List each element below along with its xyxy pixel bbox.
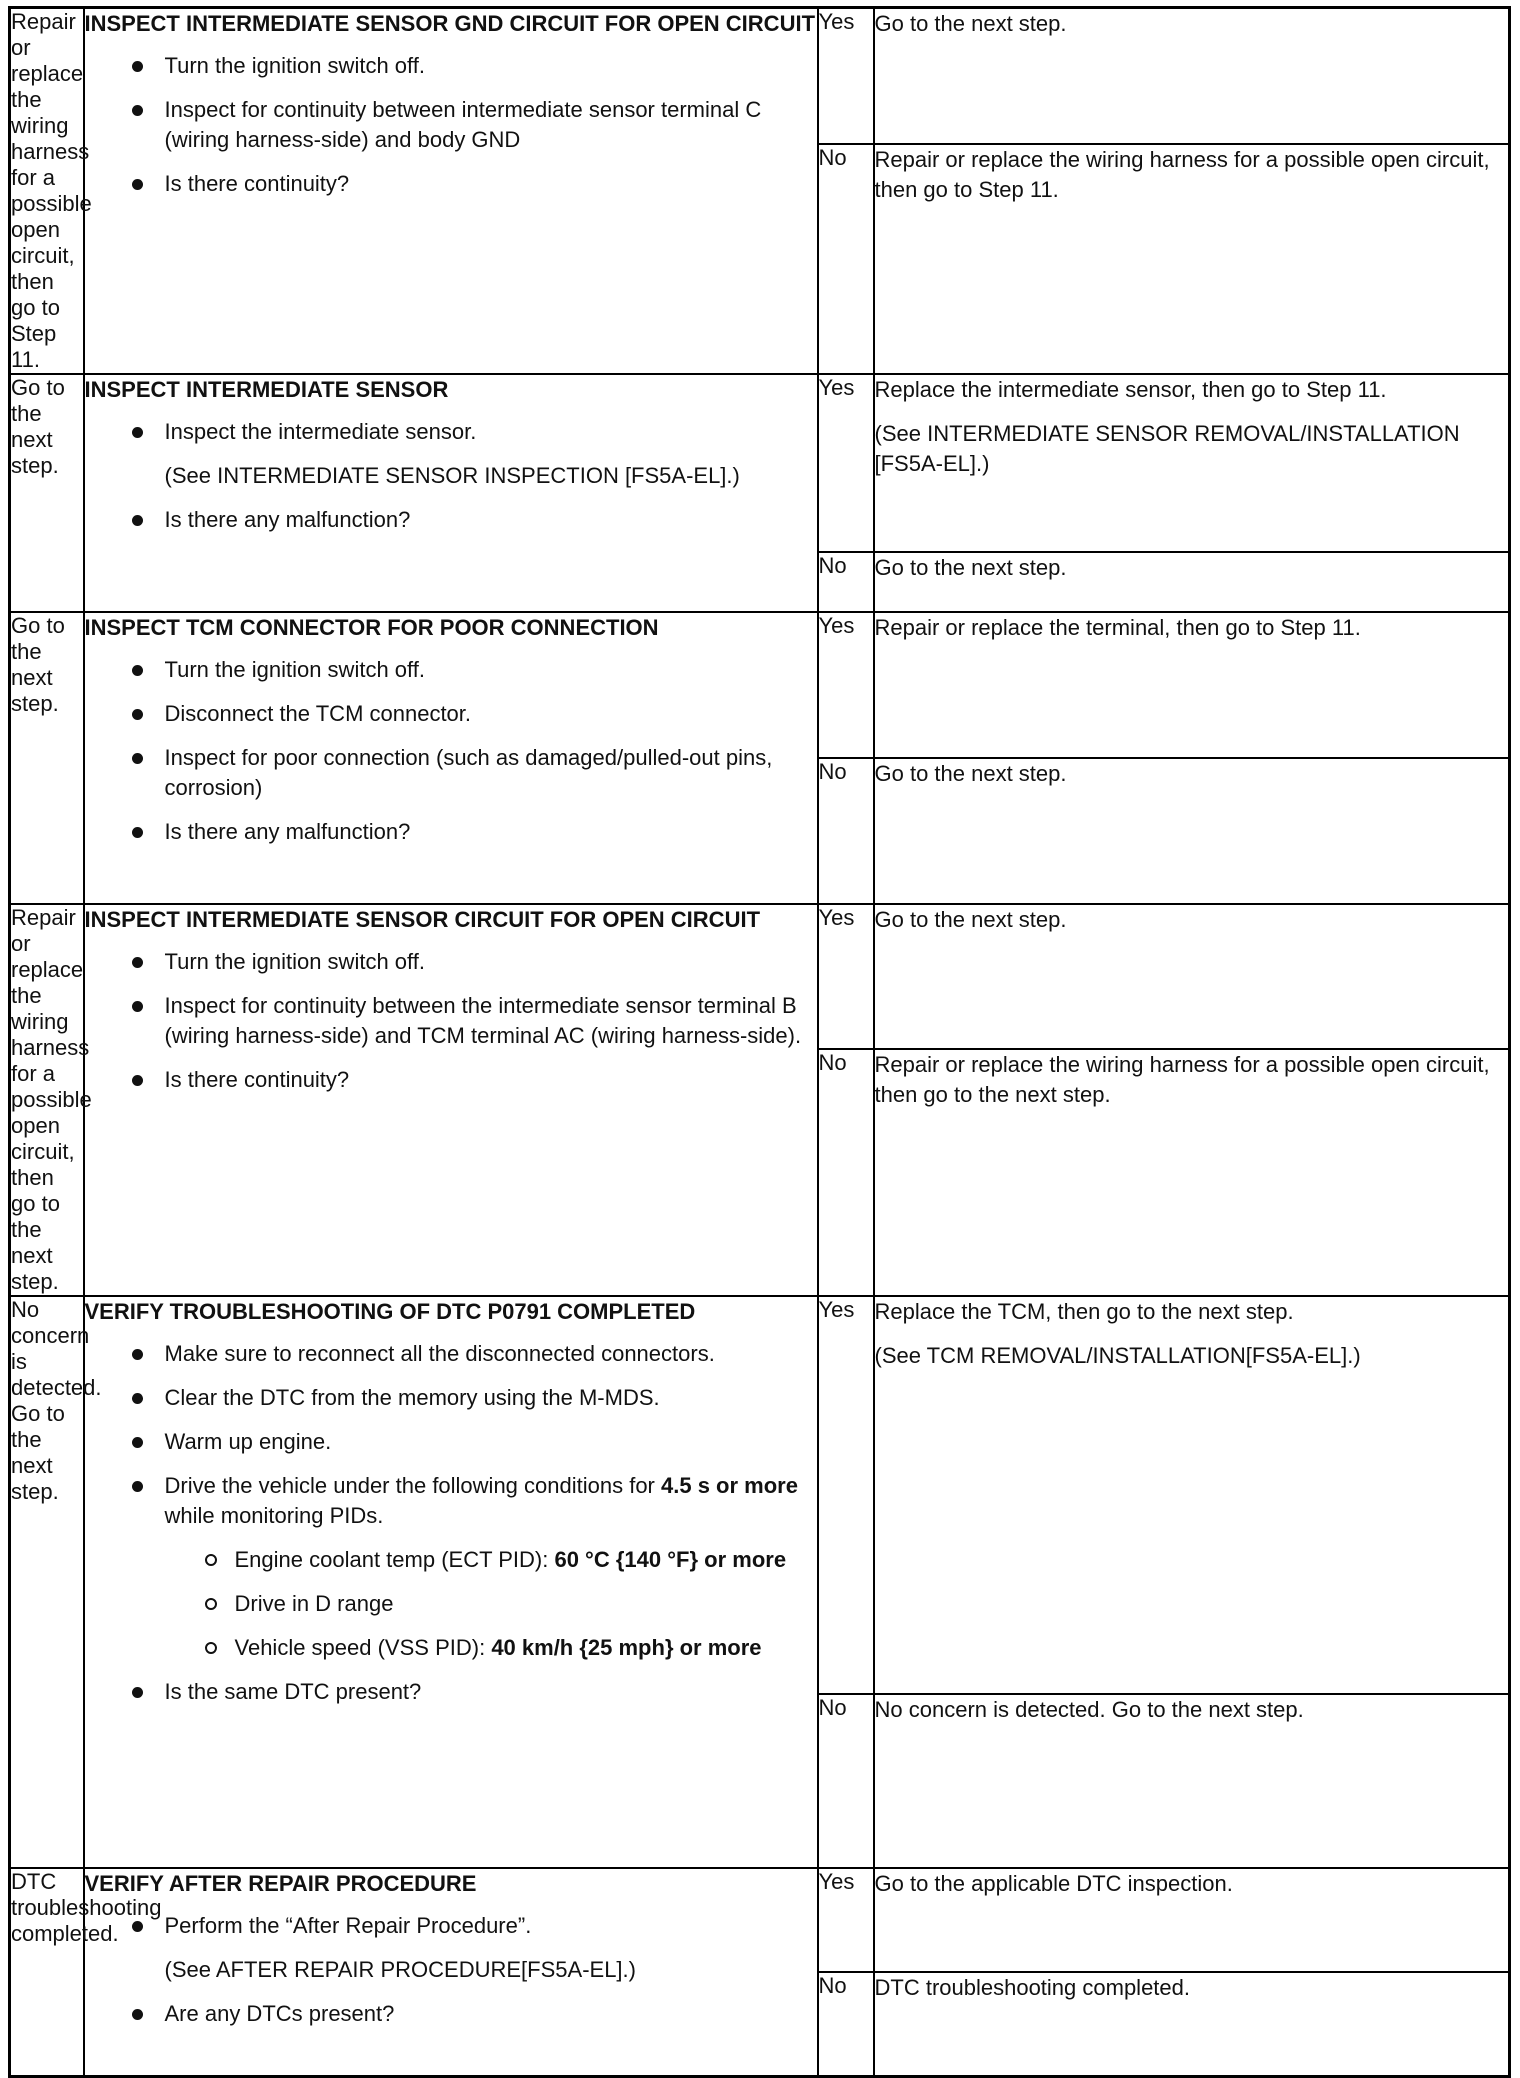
bullet-item: Is there any malfunction? [85,505,817,535]
step-row-8 [10,374,1510,552]
reference-note: (See INTERMEDIATE SENSOR INSPECTION [FS5A-EL].) [164,463,740,488]
step-action [84,1296,818,1868]
step-title: INSPECT INTERMEDIATE SENSOR GND CIRCUIT FOR OPEN CIRCUIT [84,11,816,36]
no-result: Go to the next step. [874,552,1510,612]
step-title: VERIFY AFTER REPAIR PROCEDURE [84,1871,477,1896]
reference-note: (See TCM REMOVAL/INSTALLATION[FS5A-EL].) [874,1343,1361,1368]
bullet-item: Is there continuity? [85,1065,817,1095]
step-row-7 [10,8,1510,145]
step-action [84,374,818,612]
yes-result: Go to the applicable DTC inspection. [874,1868,1510,1972]
step-row-10 [10,904,1510,1049]
step-row-12 [10,1868,1510,1972]
bullet-item: Inspect for continuity between intermediate sensor terminal C (wiring harness-side) and body GND [85,95,817,155]
step-number: Go to the next step. [10,374,84,612]
step-action [84,1868,818,2076]
bullet-item: Clear the DTC from the memory using the M-MDS. [85,1383,817,1413]
step-row-9 [10,612,1510,758]
no-label: No [818,1972,874,2076]
step-number: Repair or replace the wiring harness for a possible open circuit, then go to Step 11. [11,9,92,372]
no-label: No [818,552,874,612]
bullet-item: Warm up engine. [85,1427,817,1457]
bullet-item: Drive the vehicle under the following conditions for 4.5 s or more while monitoring PIDs. [85,1471,817,1531]
no-result: Go to the next step. [874,758,1510,904]
bullet-item: Are any DTCs present? [85,1999,817,2029]
no-result: DTC troubleshooting completed. [874,1972,1510,2076]
step-title: VERIFY TROUBLESHOOTING OF DTC P0791 COMPLETED [84,1299,696,1324]
yes-result: Replace the intermediate sensor, then go to Step 11. (See INTERMEDIATE SENSOR REMOVAL/INSTALLATION [FS5A-EL].) [874,374,1510,552]
bullet-item: Inspect for continuity between the intermediate sensor terminal B (wiring harness-side) and TCM terminal AC (wiring harness-side). [85,991,817,1051]
sub-bullet-item: Engine coolant temp (ECT PID): 60 °C {140 °F} or more [85,1545,817,1575]
step-action [84,612,818,904]
step-number: No concern is detected. Go to the next step. [10,1296,84,1868]
bullet-item: Turn the ignition switch off. [85,655,817,685]
no-label: No [818,1694,874,1868]
yes-label: Yes [818,8,874,145]
yes-result: Replace the TCM, then go to the next step. (See TCM REMOVAL/INSTALLATION[FS5A-EL].) [874,1296,1510,1694]
no-label: No [818,758,874,904]
yes-result: Go to the next step. [874,8,1510,145]
bullet-item: Make sure to reconnect all the disconnected connectors. [85,1339,817,1369]
no-label: No [818,144,874,374]
step-title: INSPECT TCM CONNECTOR FOR POOR CONNECTION [84,615,659,640]
yes-label: Yes [818,904,874,1049]
step-number: Repair or replace the wiring harness for a possible open circuit, then go to the next step. [11,905,92,1294]
step-action [84,8,818,375]
sub-bullet-item: Drive in D range [85,1589,817,1619]
bullet-item: Is the same DTC present? [85,1677,817,1707]
no-result: No concern is detected. Go to the next step. [874,1694,1510,1868]
bullet-item: Turn the ignition switch off. [85,51,817,81]
reference-note: (See INTERMEDIATE SENSOR REMOVAL/INSTALLATION [FS5A-EL].) [874,421,1460,476]
step-title: INSPECT INTERMEDIATE SENSOR [84,377,449,402]
step-title: INSPECT INTERMEDIATE SENSOR CIRCUIT FOR OPEN CIRCUIT [84,907,761,932]
bullet-item: Is there continuity? [85,169,817,199]
step-number: DTC troubleshooting completed. [10,1868,84,2076]
step-action [84,904,818,1296]
yes-result: Repair or replace the terminal, then go to Step 11. [874,612,1510,758]
bullet-item: Turn the ignition switch off. [85,947,817,977]
yes-label: Yes [818,1296,874,1694]
bullet-item: Inspect the intermediate sensor. [85,417,817,447]
no-result: Repair or replace the wiring harness for a possible open circuit, then go to the next step. [874,1049,1510,1296]
yes-label: Yes [818,1868,874,1972]
sub-bullet-item: Vehicle speed (VSS PID): 40 km/h {25 mph} or more [85,1633,817,1663]
bullet-item: Perform the “After Repair Procedure”. [85,1911,817,1941]
bullet-item: Is there any malfunction? [85,817,817,847]
yes-label: Yes [818,612,874,758]
troubleshooting-table [8,6,1511,2078]
bullet-item: Inspect for poor connection (such as damaged/pulled-out pins, corrosion) [85,743,817,803]
no-result: Repair or replace the wiring harness for a possible open circuit, then go to Step 11. [874,144,1510,374]
no-label: No [818,1049,874,1296]
yes-result: Go to the next step. [874,904,1510,1049]
step-row-11 [10,1296,1510,1694]
step-number: Go to the next step. [10,612,84,904]
reference-note: (See AFTER REPAIR PROCEDURE[FS5A-EL].) [164,1957,636,1982]
yes-label: Yes [818,374,874,552]
bullet-item: Disconnect the TCM connector. [85,699,817,729]
